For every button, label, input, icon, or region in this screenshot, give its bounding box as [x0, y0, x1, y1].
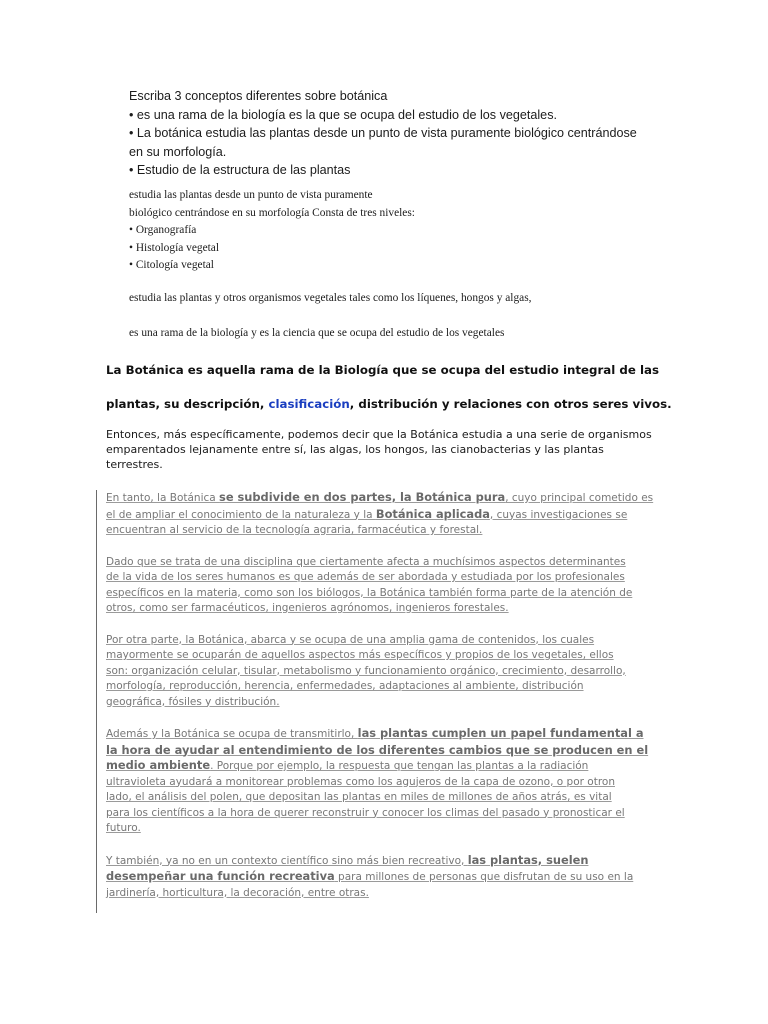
quoted-line: Dado que se trata de una disciplina que ciertamente afecta a muchísimos aspectos determinantes — [106, 555, 626, 568]
text: el de ampliar el conocimiento de la naturaleza y la — [106, 508, 376, 521]
quoted-line: encuentran al servicio de la tecnología agraria, farmacéutica y forestal. — [106, 524, 483, 536]
quoted-section — [106, 490, 666, 917]
quoted-line: jardinería, horticultura, la decoración, entre otras. — [106, 886, 369, 899]
intro-line: terrestres. — [106, 458, 163, 471]
quoted-line: Por otra parte, la Botánica, abarca y se ocupa de una amplia gama de contenidos, los cuales — [106, 633, 595, 646]
quoted-line: para los científicos a la hora de querer reconstruir y conocer los climas del pasado y pronosticar el — [106, 806, 625, 819]
concepts-section — [129, 87, 689, 180]
quoted-line — [106, 726, 666, 743]
text: para millones de personas que disfrutan de su uso en la — [334, 871, 634, 883]
concept-item: • Estudio de la estructura de las plantas — [129, 163, 351, 178]
quote-bar — [96, 490, 97, 913]
quoted-line: otros, como ser farmacéuticos, ingenieros agrónomos, ingenieros forestales. — [106, 602, 509, 614]
quoted-line: morfología, reproducción, herencia, enfermedades, adaptaciones al ambiente, distribución — [106, 680, 584, 692]
heading-text: . — [667, 397, 672, 411]
quoted-line: geográfica, fósiles y distribución. — [106, 695, 280, 708]
quoted-paragraph — [106, 853, 666, 902]
text: , cuyo principal cometido es — [505, 492, 654, 504]
quoted-line: la hora de ayudar al entendimiento de los diferentes cambios que se producen en el — [106, 742, 649, 757]
level-item: • Histología vegetal — [129, 241, 220, 254]
intro-line: emparentados lejanamente entre sí, las algas, los hongos, las cianobacterias y las plantas — [106, 443, 604, 456]
concept-item-continuation: en su morfología. — [129, 144, 227, 159]
clasificacion-link[interactable]: clasificación — [268, 397, 350, 411]
quoted-line — [106, 758, 666, 775]
text: . Porque por ejemplo, la respuesta que tengan las plantas a la radiación — [210, 760, 589, 772]
quoted-paragraph — [106, 633, 666, 711]
quoted-line — [106, 507, 666, 524]
text: Y también, ya no en un contexto científico sino más bien recreativo, — [106, 854, 468, 867]
quoted-line: ultravioleta ayudará a monitorear problemas como los agujeros de la capa de ozono, o por otron — [106, 775, 615, 788]
quoted-paragraph — [106, 490, 666, 539]
definition-line: estudia las plantas desde un punto de vista puramente — [129, 189, 373, 201]
bold-text: se subdivide en dos partes, la Botánica pura — [219, 490, 506, 504]
quoted-line: lado, el análisis del polen, que depositan las plantas en miles de millones de años atrás, es vital — [106, 791, 612, 803]
text: En tanto, la Botánica — [106, 492, 220, 504]
concept-item: • es una rama de la biología es la que se ocupa del estudio de los vegetales. — [129, 107, 557, 122]
definition-heading-line: La Botánica es aquella rama de la Biología que se ocupa del estudio integral de las — [106, 363, 659, 377]
intro-line: Entonces, más específicamente, podemos decir que la Botánica estudia a una serie de organismos — [106, 428, 652, 441]
concepts-heading: Escriba 3 conceptos diferentes sobre botánica — [129, 89, 388, 103]
intro-paragraph — [106, 427, 666, 472]
definition-paragraph: es una rama de la biología y es la ciencia que se ocupa del estudio de los vegetales — [129, 326, 505, 339]
level-item: • Citología vegetal — [129, 259, 214, 272]
level-item: • Organografía — [129, 224, 197, 237]
text: Además y la Botánica se ocupa de transmitirlo, — [106, 728, 358, 740]
bold-text: desempeñar una función recreativa — [106, 869, 335, 883]
quoted-paragraph — [106, 555, 666, 617]
heading-text: , distribución y relaciones con otros seres vivos — [349, 397, 668, 411]
quoted-line: de la vida de los seres humanos es que además de ser abordada y estudiada por los profesionales — [106, 571, 625, 583]
quoted-line: mayormente se ocuparán de aquellos aspectos más específicos y propios de los vegetales, ellos — [106, 649, 614, 661]
quoted-line: específicos en la materia, como son los biólogos, la Botánica también forma parte de la atención de — [106, 586, 633, 599]
bold-text: las plantas, suelen — [467, 852, 589, 867]
heading-text: plantas, su descripción, — [106, 397, 269, 411]
text: , cuyas investigaciones se — [489, 508, 628, 521]
botany-definition-section — [106, 361, 672, 472]
quoted-line — [106, 490, 666, 507]
definition-heading-line — [106, 395, 672, 413]
bold-text: medio ambiente — [106, 758, 211, 772]
quoted-paragraph — [106, 726, 666, 837]
definition-line: biológico centrándose en su morfología Consta de tres niveles: — [129, 206, 415, 219]
quoted-line — [106, 869, 666, 886]
quoted-line: futuro. — [106, 822, 141, 834]
definitions-section — [129, 187, 689, 342]
bold-text: las plantas cumplen un papel fundamental a — [357, 726, 644, 740]
concept-item: • La botánica estudia las plantas desde un punto de vista puramente biológico centrándose — [129, 126, 637, 141]
quoted-line: son: organización celular, tisular, metabolismo y funcionamiento orgánico, crecimiento, desarrollo, — [106, 664, 626, 677]
definition-paragraph: estudia las plantas y otros organismos vegetales tales como los líquenes, hongos y algas, — [129, 291, 532, 304]
quoted-line — [106, 853, 666, 870]
bold-text: Botánica aplicada — [375, 506, 490, 521]
